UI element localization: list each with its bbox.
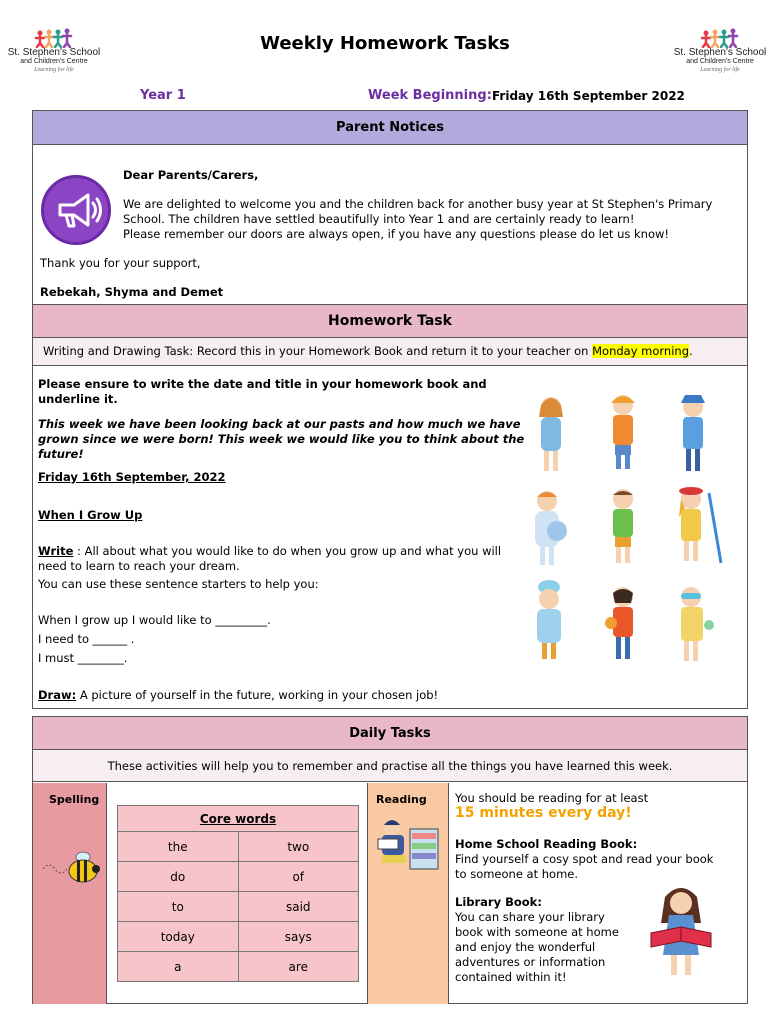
core-word: the	[118, 832, 239, 862]
daily-tasks-section	[32, 716, 748, 1004]
homework-topic: When I Grow Up	[38, 508, 143, 522]
instruction-text: Writing and Drawing Task: Record this in your Homework Book and return it to your teacher on	[43, 344, 593, 358]
core-word: are	[238, 952, 358, 982]
homework-date: Friday 16th September, 2022	[38, 470, 226, 484]
table-row	[118, 892, 359, 922]
intro-line-3: future!	[38, 447, 84, 461]
school-motto: Learning for life	[700, 67, 740, 73]
reading-panel	[367, 783, 449, 1004]
core-words-title: Core words	[118, 806, 359, 832]
careers-kids-icon	[523, 385, 739, 675]
core-word: a	[118, 952, 239, 982]
parent-notices-heading: Parent Notices	[33, 111, 747, 145]
notice-line-1: We are delighted to welcome you and the children back for another busy year at St Stephen's Primary	[123, 197, 713, 211]
starter-2: I need to ______ .	[38, 632, 135, 646]
page-title: Weekly Homework Tasks	[260, 33, 510, 54]
bee-icon	[39, 849, 103, 885]
library-title: Library Book:	[455, 895, 542, 909]
instruction-suffix: .	[689, 344, 693, 358]
intro-line-2: grown since we were born! This week we would like you to think about the	[38, 432, 525, 446]
instruction-deadline: Monday morning	[592, 344, 690, 358]
core-word: said	[238, 892, 358, 922]
spelling-panel	[33, 783, 107, 1004]
children-careers-illustration	[523, 385, 739, 675]
library-line-5: contained within it!	[455, 970, 567, 984]
table-row	[118, 952, 359, 982]
home-reading-line-2: to someone at home.	[455, 867, 579, 881]
reading-minutes: 15 minutes every day!	[455, 805, 632, 821]
year-group: Year 1	[140, 88, 186, 103]
daily-tasks-subtitle: These activities will help you to remember and practise all the things you have learned this week.	[33, 750, 747, 782]
reading-child-icon	[376, 815, 442, 875]
intro-line-1: This week we have been looking back at our pasts and how much we have	[38, 417, 521, 431]
core-word: two	[238, 832, 358, 862]
library-line-2: book with someone at home	[455, 925, 619, 939]
parent-notices-section	[32, 110, 748, 306]
table-row	[118, 832, 359, 862]
spelling-label: Spelling	[49, 793, 100, 806]
core-word: do	[118, 862, 239, 892]
table-row	[118, 862, 359, 892]
greeting: Dear Parents/Carers,	[123, 168, 259, 182]
week-beginning-label: Week Beginning:	[368, 88, 492, 103]
library-line-3: and enjoy the wonderful	[455, 940, 596, 954]
starter-1: When I grow up I would like to _________.	[38, 613, 271, 627]
library-line-1: You can share your library	[455, 910, 605, 924]
table-row	[118, 922, 359, 952]
thanks-text: Thank you for your support,	[40, 256, 201, 270]
core-word: says	[238, 922, 358, 952]
reading-intro: You should be reading for at least	[455, 791, 649, 805]
write-line-2: need to learn to reach your dream.	[38, 559, 240, 573]
write-line-1	[38, 544, 501, 559]
signoff-text: Rebekah, Shyma and Demet	[40, 285, 224, 299]
core-words-table	[117, 805, 359, 982]
reading-label: Reading	[376, 793, 427, 806]
notice-line-3: Please remember our doors are always open, if you have any questions please do let us know!	[123, 227, 670, 241]
home-reading-line-1: Find yourself a cosy spot and read your book	[455, 852, 714, 866]
girl-reading-book-icon	[645, 883, 719, 979]
homework-task-section	[32, 304, 748, 709]
ensure-line-1: Please ensure to write the date and title in your homework book and	[38, 377, 487, 391]
homework-heading: Homework Task	[33, 305, 747, 338]
home-reading-title: Home School Reading Book:	[455, 837, 638, 851]
library-line-4: adventures or information	[455, 955, 606, 969]
draw-label: Draw:	[38, 688, 77, 702]
starter-3: I must ________.	[38, 651, 128, 665]
write-text: : All about what you would like to do when you grow up and what you will	[73, 544, 502, 558]
core-word: of	[238, 862, 358, 892]
school-name: St. Stephen's School	[7, 47, 101, 58]
notice-line-2: School. The children have settled beautifully into Year 1 and are certainly ready to learn!	[123, 212, 635, 226]
draw-line	[38, 688, 438, 703]
draw-text: A picture of yourself in the future, working in your chosen job!	[76, 688, 439, 702]
ensure-line-2: underline it.	[38, 392, 118, 406]
write-label: Write	[38, 544, 74, 558]
school-name: St. Stephen's School	[673, 47, 767, 58]
homework-instruction	[33, 338, 747, 366]
week-beginning-value: Friday 16th September 2022	[492, 89, 685, 103]
core-word: today	[118, 922, 239, 952]
school-motto: Learning for life	[34, 67, 74, 73]
daily-tasks-heading: Daily Tasks	[33, 717, 747, 750]
starters-intro: You can use these sentence starters to help you:	[38, 577, 319, 591]
core-word: to	[118, 892, 239, 922]
school-name-line2: and Children's Centre	[686, 58, 754, 65]
school-name-line2: and Children's Centre	[20, 58, 88, 65]
megaphone-icon	[41, 175, 111, 245]
